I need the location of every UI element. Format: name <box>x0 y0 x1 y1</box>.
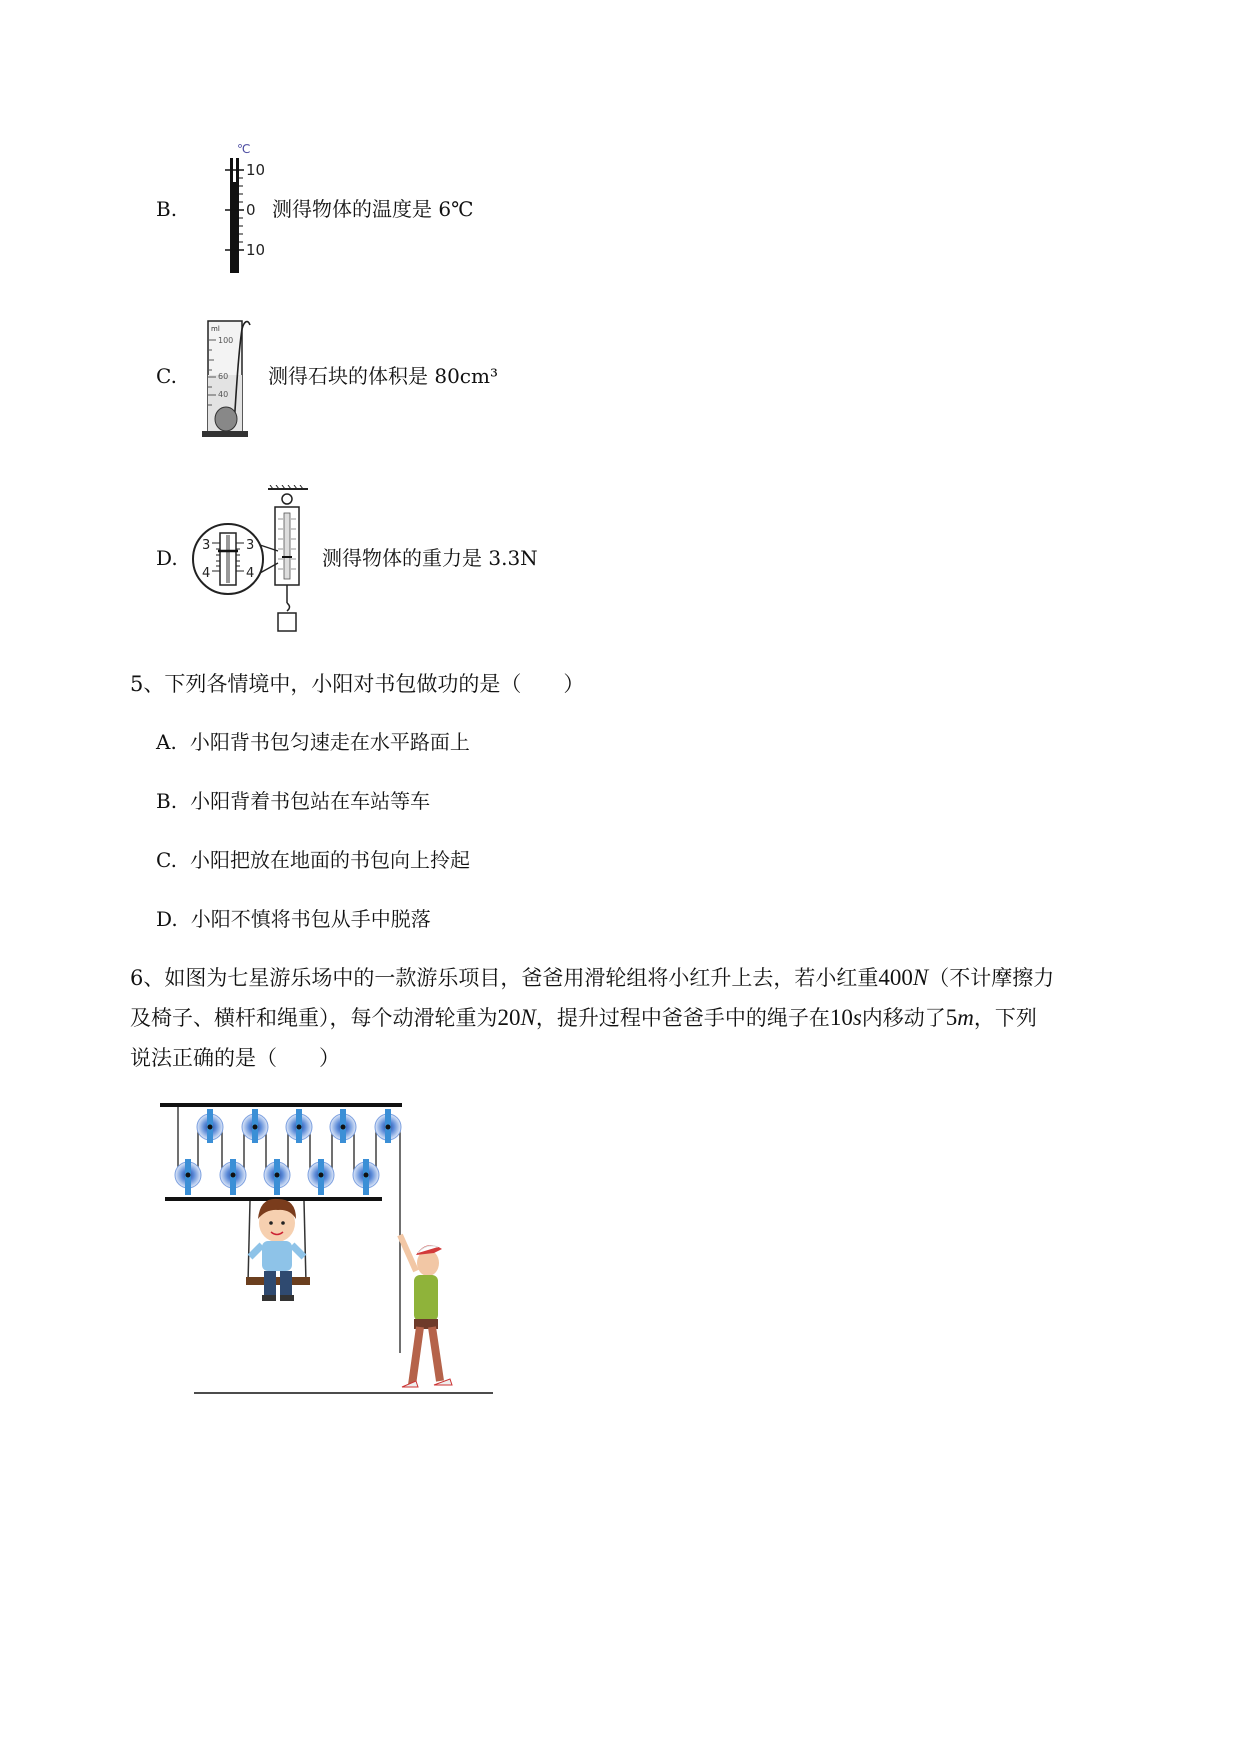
question-5-stem: 5、下列各情境中，小阳对书包做功的是（ ） <box>130 672 585 696</box>
thermometer-unit: ℃ <box>237 142 251 156</box>
question-6-line-2: 及椅子、横杆和绳重），每个动滑轮重为20N，提升过程中爸爸手中的绳子在10s内移动了5m，下列 <box>130 1005 1037 1030</box>
zoom-tick-4-right: 4 <box>246 566 255 581</box>
question-6-line-1: 6、如图为七星游乐场中的一款游乐项目，爸爸用滑轮组将小红升上去，若小红重400N（不计摩擦力 <box>130 965 1055 990</box>
option-label: A. <box>156 730 177 754</box>
tick-label-top: 10 <box>246 161 266 179</box>
option-text: 小阳不慎将书包从手中脱落 <box>190 907 431 931</box>
option-text: 小阳把放在地面的书包向上拎起 <box>190 848 471 872</box>
zoom-tick-4-left: 4 <box>202 566 211 581</box>
option-label: C. <box>156 364 177 388</box>
spring-scale-figure <box>190 485 320 635</box>
distance-value: 5m <box>945 1005 974 1030</box>
tick-label-bottom: 10 <box>246 241 266 259</box>
pulley-ride-figure <box>150 1095 510 1405</box>
option-text: 测得物体的重力是 3.3N <box>322 546 538 570</box>
graduated-cylinder-figure <box>198 315 258 441</box>
option-label: D. <box>156 546 178 570</box>
option-label: D. <box>156 907 178 931</box>
cylinder-tick-60: 60 <box>218 372 229 381</box>
zoom-tick-3-left: 3 <box>202 538 211 553</box>
question-5-option-c <box>156 847 470 873</box>
option-c <box>150 315 670 445</box>
child-on-swing <box>246 1199 310 1301</box>
time-value: 10s <box>829 1005 862 1030</box>
cylinder-tick-100: 100 <box>218 336 234 345</box>
question-5-option-b <box>156 788 430 814</box>
cylinder-tick-40: 40 <box>218 390 229 399</box>
option-label: B. <box>156 789 178 813</box>
question-6-stem <box>130 958 1060 1078</box>
zoom-tick-3-right: 3 <box>246 538 255 553</box>
tick-label-zero: 0 <box>246 201 256 219</box>
option-d <box>150 485 670 635</box>
weight-value: 400N <box>878 965 929 990</box>
option-label: B. <box>156 197 178 221</box>
option-text: 测得石块的体积是 80cm³ <box>268 364 498 388</box>
father-pulling-rope <box>400 1235 452 1387</box>
question-6-line-3: 说法正确的是（ ） <box>130 1046 340 1070</box>
option-label: C. <box>156 848 177 872</box>
option-text: 小阳背着书包站在车站等车 <box>190 789 431 813</box>
pulley-weight-value: 20N <box>497 1005 536 1030</box>
option-b <box>150 140 670 280</box>
question-5-option-a <box>156 729 470 755</box>
option-text: 测得物体的温度是 6℃ <box>272 197 474 221</box>
cylinder-unit: ml <box>211 325 220 333</box>
option-text: 小阳背书包匀速走在水平路面上 <box>189 730 470 754</box>
question-5-option-d <box>156 906 431 932</box>
